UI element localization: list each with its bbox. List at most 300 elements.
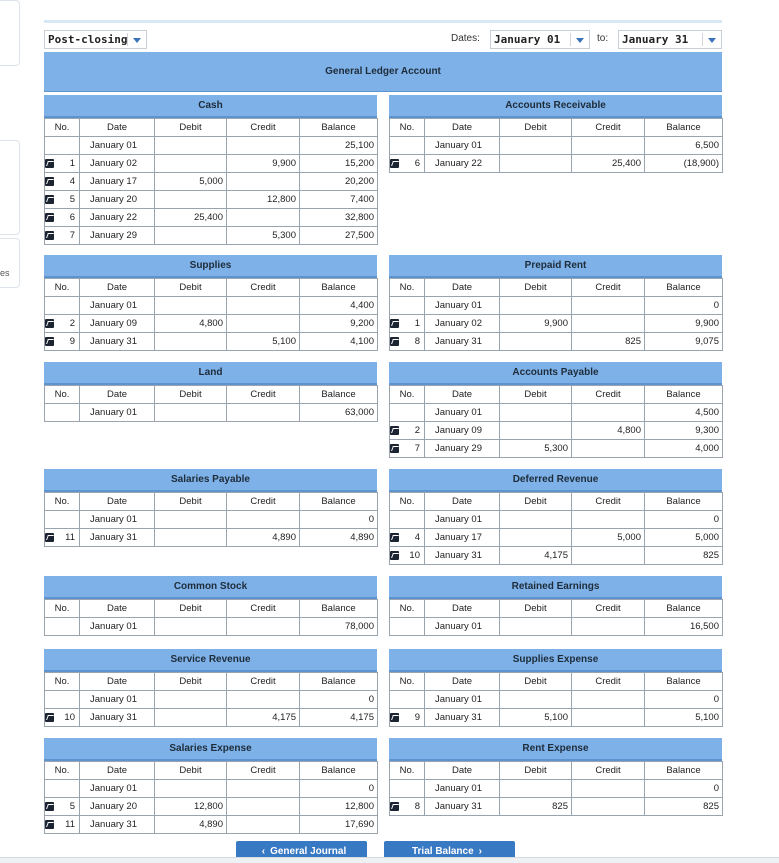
debit-amount [500,691,572,709]
credit-amount [572,137,645,155]
left-rail [0,0,20,863]
to-date-value: January 31 [622,33,689,46]
column-header-date: Date [425,600,500,618]
debit-amount [155,333,227,351]
column-header-credit: Credit [572,673,645,691]
column-header-credit: Credit [227,600,300,618]
entry-date: January 01 [425,618,500,636]
ledger-table [389,385,723,458]
journal-link-icon[interactable] [390,444,399,453]
entry-date: January 01 [425,297,500,315]
from-date-select[interactable] [490,30,590,49]
entry-number [390,511,425,529]
column-header-date: Date [80,386,155,404]
column-header-no: No. [45,119,80,137]
journal-link-icon[interactable] [45,177,54,186]
dates-label: Dates: [451,33,480,44]
debit-amount [155,709,227,727]
debit-amount [500,297,572,315]
balance-amount: 0 [300,511,378,529]
ledger-account [389,362,722,458]
ledger-row [390,333,723,351]
column-header-no: No. [390,386,425,404]
entry-date: January 29 [425,440,500,458]
credit-amount [227,618,300,636]
to-date-select[interactable] [618,30,722,49]
column-header-debit: Debit [500,673,572,691]
entry-date: January 22 [80,209,155,227]
entry-date: January 01 [80,618,155,636]
to-label: to: [597,33,609,44]
entry-number [390,798,425,816]
entry-number [45,191,80,209]
entry-date: January 01 [425,511,500,529]
ledger-account [44,738,377,834]
column-header-no: No. [390,673,425,691]
column-header-no: No. [390,600,425,618]
entry-date: January 01 [80,297,155,315]
rail-panel-middle[interactable] [0,140,20,235]
balance-amount: 0 [645,691,723,709]
credit-amount [227,315,300,333]
column-header-debit: Debit [500,279,572,297]
column-header-debit: Debit [500,493,572,511]
ledger-row [45,209,378,227]
general-journal-label: General Journal [270,846,347,857]
column-header-balance: Balance [645,673,723,691]
ledger-row [390,422,723,440]
ledger-row [45,227,378,245]
balance-amount: 20,200 [300,173,378,191]
ledger-row [45,137,378,155]
header-row [390,386,723,404]
journal-link-icon[interactable] [390,159,399,168]
column-header-debit: Debit [155,279,227,297]
ledger-table [44,278,378,351]
credit-amount [572,691,645,709]
balance-amount: 9,900 [645,315,723,333]
account-title: Salaries Payable [44,469,377,490]
ledger-account [389,255,722,351]
debit-amount [155,137,227,155]
credit-amount: 4,800 [572,422,645,440]
balance-amount: 4,175 [300,709,378,727]
credit-amount [572,404,645,422]
from-date-value: January 01 [494,33,561,46]
column-header-debit: Debit [155,119,227,137]
column-header-balance: Balance [300,600,378,618]
debit-amount [500,137,572,155]
ledger-row [390,315,723,333]
entry-date: January 31 [425,709,500,727]
entry-date: January 09 [80,315,155,333]
journal-link-icon[interactable] [45,802,54,811]
entry-date: January 01 [80,691,155,709]
ledger-row [45,511,378,529]
header-row [390,673,723,691]
ledger-row [45,618,378,636]
entry-number [45,798,80,816]
account-title: Supplies Expense [389,649,722,670]
journal-link-icon[interactable] [390,337,399,346]
debit-amount: 12,800 [155,798,227,816]
credit-amount [227,816,300,834]
balance-amount: 9,300 [645,422,723,440]
header-row [45,762,378,780]
entry-number [45,137,80,155]
ledger-table [389,118,723,173]
journal-link-icon[interactable] [390,319,399,328]
entry-number-value: 4 [414,532,420,543]
column-header-credit: Credit [572,600,645,618]
ledger-table [44,672,378,727]
journal-link-icon[interactable] [390,551,399,560]
column-header-debit: Debit [155,762,227,780]
debit-amount [155,691,227,709]
column-header-balance: Balance [645,493,723,511]
column-header-credit: Credit [572,279,645,297]
column-header-balance: Balance [300,762,378,780]
ledger-row [45,315,378,333]
column-header-no: No. [45,279,80,297]
ledger-row [45,191,378,209]
credit-amount [227,297,300,315]
column-header-balance: Balance [645,386,723,404]
column-header-no: No. [45,762,80,780]
journal-link-icon[interactable] [45,231,54,240]
ledger-account [389,576,722,636]
account-title: Land [44,362,377,383]
balance-amount: 825 [645,798,723,816]
column-header-date: Date [425,762,500,780]
ledger-account [44,649,377,727]
column-header-balance: Balance [300,493,378,511]
account-title: Rent Expense [389,738,722,759]
column-header-credit: Credit [572,493,645,511]
column-header-date: Date [425,386,500,404]
balance-amount: 5,000 [645,529,723,547]
entry-number [45,691,80,709]
entry-number-value: 2 [69,318,75,329]
journal-link-icon[interactable] [390,426,399,435]
credit-amount [572,511,645,529]
credit-amount [572,798,645,816]
entry-date: January 01 [425,691,500,709]
top-strip [44,20,722,23]
column-header-balance: Balance [300,673,378,691]
debit-amount [155,780,227,798]
header-row [390,119,723,137]
entry-number [45,155,80,173]
entry-number [390,709,425,727]
entry-number-value: 8 [414,801,420,812]
debit-amount [155,618,227,636]
credit-amount [572,709,645,727]
chevron-left-icon: ‹ [261,846,266,857]
balance-amount: 27,500 [300,227,378,245]
view-select[interactable] [44,30,147,49]
balance-amount: 9,075 [645,333,723,351]
ledger-row [45,297,378,315]
entry-number [390,297,425,315]
ledger-table [389,672,723,727]
entry-number [45,780,80,798]
header-row [45,119,378,137]
rail-panel-lower[interactable] [0,238,20,288]
ledger-row [390,798,723,816]
entry-date: January 29 [80,227,155,245]
rail-panel-top[interactable] [0,0,20,66]
balance-amount: 4,100 [300,333,378,351]
entry-date: January 31 [80,816,155,834]
ledger-table [44,118,378,245]
ledger-table [44,385,378,422]
credit-amount: 12,800 [227,191,300,209]
debit-amount [155,227,227,245]
ledger-row [390,440,723,458]
journal-link-icon[interactable] [45,319,54,328]
account-title: Common Stock [44,576,377,597]
entry-number-value: 9 [69,336,75,347]
entry-number [390,440,425,458]
entry-number-value: 2 [414,425,420,436]
column-header-credit: Credit [227,119,300,137]
ledger-account [44,255,377,351]
column-header-debit: Debit [155,600,227,618]
bottom-bar [0,857,779,863]
column-header-credit: Credit [572,762,645,780]
debit-amount [155,191,227,209]
page-title: General Ledger Account [44,52,722,91]
ledger-table [44,492,378,547]
column-header-no: No. [45,386,80,404]
column-header-balance: Balance [645,119,723,137]
entry-number-value: 10 [64,712,75,723]
entry-number [45,227,80,245]
account-title: Supplies [44,255,377,276]
balance-amount: 0 [645,511,723,529]
balance-amount: 12,800 [300,798,378,816]
debit-amount: 4,800 [155,315,227,333]
ledger-account [389,649,722,727]
entry-date: January 31 [80,709,155,727]
chevron-right-icon: › [478,846,483,857]
ledger-row [390,137,723,155]
account-title: Cash [44,95,377,116]
credit-amount [572,315,645,333]
entry-number-value: 1 [414,318,420,329]
ledger-row [390,709,723,727]
ledger-account [389,738,722,816]
entry-date: January 01 [80,780,155,798]
entry-date: January 01 [425,780,500,798]
header-row [45,600,378,618]
credit-amount [572,618,645,636]
entry-number [390,618,425,636]
balance-amount: 0 [300,780,378,798]
column-header-no: No. [390,119,425,137]
entry-number-value: 10 [409,550,420,561]
column-header-date: Date [80,493,155,511]
credit-amount [227,137,300,155]
balance-amount: 7,400 [300,191,378,209]
ledger-row [390,618,723,636]
column-header-balance: Balance [645,279,723,297]
balance-amount: 17,690 [300,816,378,834]
column-header-debit: Debit [500,762,572,780]
account-title: Salaries Expense [44,738,377,759]
entry-number-value: 6 [69,212,75,223]
credit-amount: 5,300 [227,227,300,245]
credit-amount [572,780,645,798]
entry-date: January 31 [425,333,500,351]
column-header-no: No. [45,493,80,511]
debit-amount [500,511,572,529]
debit-amount: 5,000 [155,173,227,191]
credit-amount: 5,000 [572,529,645,547]
filter-row [44,30,722,50]
entry-number [45,404,80,422]
header-row [390,762,723,780]
journal-link-icon[interactable] [45,820,54,829]
balance-amount: 9,200 [300,315,378,333]
journal-link-icon[interactable] [390,533,399,542]
entry-number [390,333,425,351]
entry-number [45,297,80,315]
credit-amount [572,547,645,565]
header-row [45,386,378,404]
journal-link-icon[interactable] [45,337,54,346]
debit-amount [500,404,572,422]
debit-amount: 5,300 [500,440,572,458]
entry-number-value: 4 [69,176,75,187]
entry-number [390,315,425,333]
journal-link-icon[interactable] [45,713,54,722]
credit-amount [227,404,300,422]
entry-number [45,618,80,636]
balance-amount: 4,890 [300,529,378,547]
entry-date: January 31 [425,547,500,565]
column-header-credit: Credit [227,493,300,511]
ledger-row [45,173,378,191]
entry-date: January 01 [425,404,500,422]
journal-link-icon[interactable] [45,159,54,168]
ledger-row [390,547,723,565]
column-header-debit: Debit [155,493,227,511]
column-header-no: No. [390,279,425,297]
entry-date: January 01 [80,137,155,155]
banner-divider [44,91,722,92]
balance-amount: 4,500 [645,404,723,422]
entry-date: January 01 [425,137,500,155]
column-header-no: No. [45,673,80,691]
ledger-row [45,529,378,547]
account-title: Accounts Receivable [389,95,722,116]
entry-number-value: 11 [65,819,75,830]
debit-amount [500,618,572,636]
chevron-down-icon[interactable] [703,31,721,48]
entry-number-value: 7 [414,443,420,454]
journal-link-icon[interactable] [390,802,399,811]
column-header-no: No. [390,762,425,780]
entry-date: January 01 [80,511,155,529]
entry-number [45,209,80,227]
column-header-credit: Credit [227,762,300,780]
journal-link-icon[interactable] [390,713,399,722]
journal-link-icon[interactable] [45,213,54,222]
ledger-table [389,278,723,351]
column-header-credit: Credit [227,386,300,404]
credit-amount [227,209,300,227]
debit-amount: 9,900 [500,315,572,333]
debit-amount [500,529,572,547]
column-header-date: Date [425,119,500,137]
column-header-no: No. [45,600,80,618]
balance-amount: 5,100 [645,709,723,727]
column-header-balance: Balance [645,762,723,780]
entry-number [390,691,425,709]
ledger-row [45,155,378,173]
ledger-account [44,576,377,636]
entry-number [390,155,425,173]
entry-date: January 31 [80,333,155,351]
ledger-table [44,599,378,636]
debit-amount [500,333,572,351]
entry-number [45,816,80,834]
entry-date: January 17 [425,529,500,547]
entry-number-value: 7 [69,230,75,241]
entry-date: January 31 [425,798,500,816]
credit-amount: 9,900 [227,155,300,173]
chevron-down-icon[interactable] [128,31,146,48]
debit-amount [500,780,572,798]
column-header-date: Date [425,673,500,691]
balance-amount: 0 [645,297,723,315]
journal-link-icon[interactable] [45,533,54,542]
entry-number [390,404,425,422]
ledger-account [389,469,722,565]
ledger-account [44,95,377,245]
entry-number-value: 8 [414,336,420,347]
balance-amount: 0 [645,780,723,798]
balance-amount: 16,500 [645,618,723,636]
entry-number [390,137,425,155]
balance-amount: 0 [300,691,378,709]
entry-number [390,529,425,547]
entry-number [45,529,80,547]
ledger-row [45,404,378,422]
ledger-table [389,599,723,636]
column-header-debit: Debit [155,386,227,404]
balance-amount: (18,900) [645,155,723,173]
balance-amount: 25,100 [300,137,378,155]
entry-date: January 01 [80,404,155,422]
ledger-row [45,333,378,351]
header-row [390,493,723,511]
ledger-row [390,780,723,798]
chevron-down-icon[interactable] [571,31,589,48]
entry-number-value: 5 [69,194,75,205]
entry-number [390,547,425,565]
account-title: Service Revenue [44,649,377,670]
journal-link-icon[interactable] [45,195,54,204]
credit-amount [227,798,300,816]
ledger-row [45,798,378,816]
credit-amount: 5,100 [227,333,300,351]
credit-amount: 4,175 [227,709,300,727]
ledger-row [390,529,723,547]
ledger-table [44,761,378,834]
